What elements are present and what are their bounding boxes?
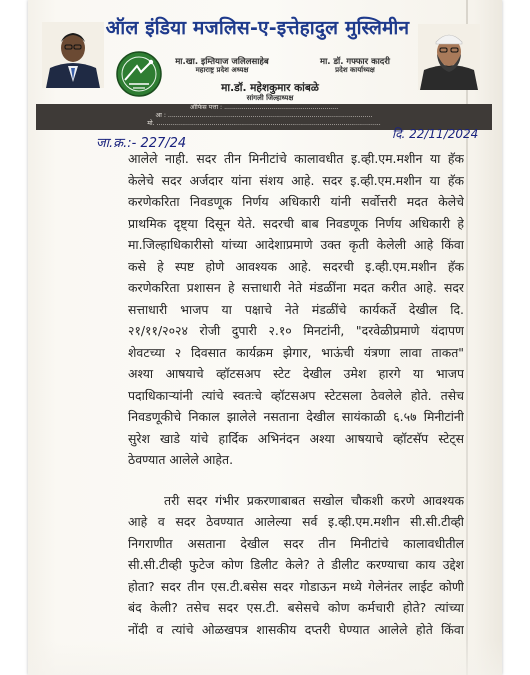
leader2-role: प्रदेश कार्याध्यक्ष bbox=[335, 66, 375, 74]
page-bottom-shade bbox=[28, 640, 502, 675]
body-line: करणेकरिता प्रशासन हे सत्ताधारी नेते मंडळींना मदत करीत आहे. सदर bbox=[128, 280, 464, 295]
body-line: बंद केली? तसेच सदर एस.टी. बसेसचे कोण कर्मचारी होते? त्यांच्या bbox=[128, 600, 464, 615]
letter-body bbox=[128, 148, 464, 640]
paper-fold bbox=[466, 0, 468, 675]
body-line: होता? सदर तीन एस.टी.बसेस सदर गोडाऊन मध्ये गेलेनंतर लाईट कोणी bbox=[128, 578, 464, 594]
body-line: अश्या आषयाचे व्हॉटसअप स्टेट देखील उमेश हारगे या भाजप bbox=[128, 366, 464, 381]
address-line: ऑफिस पत्ता : .......................................................... bbox=[189, 104, 339, 111]
body-line: सी.सी.टीव्ही फुटेज कोण डिलीट केले? ते डीलीट करण्याचा काय उद्देश bbox=[128, 557, 464, 572]
body-line: पदाधिकाऱ्यांनी त्यांचे स्वतःचे व्हॉटसअप स्टेटसला ठेवलेले होते. तसेच bbox=[128, 387, 464, 403]
body-line: केलेचे सदर अर्जदार यांना संशय आहे. सदर इ.व्ही.एम.मशीन या हॅक bbox=[128, 172, 464, 188]
leader1-name: मा.खा. इम्तियाज जलिलसाहेब bbox=[175, 57, 269, 67]
portrait-right-image bbox=[418, 24, 480, 90]
body-line: सुरेश खाडे यांचे हार्दिक अभिनंदन अश्या आषयाचे व्हॉटसॅप स्टेट्स bbox=[128, 430, 464, 446]
body-line: मा.जिल्हाधिकारीसो यांच्या आदेशाप्रमाणे उक्त कृती केलेली आहे किंवा bbox=[128, 237, 464, 252]
body-line: २१/११/२०२४ रोजी दुपारी २.१० मिनटांनी, "दरवेळीप्रमाणे यंदापण bbox=[128, 323, 464, 338]
leader1-role: महाराष्ट्र प्रदेश अध्यक्ष bbox=[195, 66, 249, 74]
body-line: नोंदी व त्यांचे ओळखपत्र शासकीय दप्तरी घेण्यात आलेले होते किंवा bbox=[128, 621, 464, 637]
body-line: निगराणीत असताना देखील सदर तीन मिनीटांचे कालावधीतील bbox=[128, 535, 464, 551]
body-line: करणेकरिता निवडणूक निर्णय अधिकारी यांनी सर्वोत्तरी मदत केलेचे bbox=[128, 194, 464, 209]
paragraph-gap bbox=[128, 471, 464, 490]
body-line: सत्ताधारी भाजप या पक्षाचे नेते मंडळींचे कार्यकर्ते देखील दि. bbox=[128, 301, 464, 317]
letterhead-title: ऑल इंडिया मजलिस-ए-इत्तेहादुल मुस्लिमीन bbox=[105, 17, 410, 39]
leader2-name: मा. डॉ. गफ्फार कादरी bbox=[319, 57, 390, 67]
reference-date: दि. 22/11/2024 bbox=[392, 127, 479, 141]
portrait-left-image bbox=[42, 22, 104, 88]
body-line: आलेले नाही. सदर तीन मिनीटांचे कालावधीत इ.व्ही.एम.मशीन या हॅक bbox=[128, 151, 464, 166]
leader3-role: सांगली जिल्हाध्यक्ष bbox=[246, 94, 294, 102]
party-logo bbox=[115, 50, 163, 98]
address-line: मो. .................................................................................................................. bbox=[147, 120, 381, 127]
leader3-name: मा.डॉ. महेशकुमार कांबळे bbox=[221, 82, 319, 94]
reference-number: जा.क्र.:- 227/24 bbox=[96, 136, 187, 151]
body-line: तरी सदर गंभीर प्रकरणाबाबत सखोल चौकशी करणे आवश्यक bbox=[164, 492, 464, 508]
body-line: ठेवण्यात आलेले आहेत. bbox=[128, 452, 234, 467]
body-line: कसे हे स्पष्ट होणे आवश्यक आहे. सदरची इ.व्ही.एम.मशीन हॅक bbox=[128, 258, 464, 274]
body-line: शेवटच्या २ दिवसात कार्यक्रम झेगार, भाऊंची यंत्रणा लावा ताकत" bbox=[128, 344, 464, 360]
body-line: आहे व सदर ठेवण्यात आलेल्या सर्व इ.व्ही.एम.मशीन सी.सी.टीव्ही bbox=[128, 514, 464, 529]
body-line: प्राथमिक दृष्ट्या दिसून येते. सदरची बाब निवडणूक निर्णय अधिकारी हे bbox=[128, 215, 464, 231]
address-line: आ : ........................................................................................................ bbox=[155, 112, 373, 119]
body-line: निवडणूकीचे निकाल झालेले नसताना देखील सायंकाळी ६.५७ मिनीटांनी bbox=[128, 409, 464, 424]
